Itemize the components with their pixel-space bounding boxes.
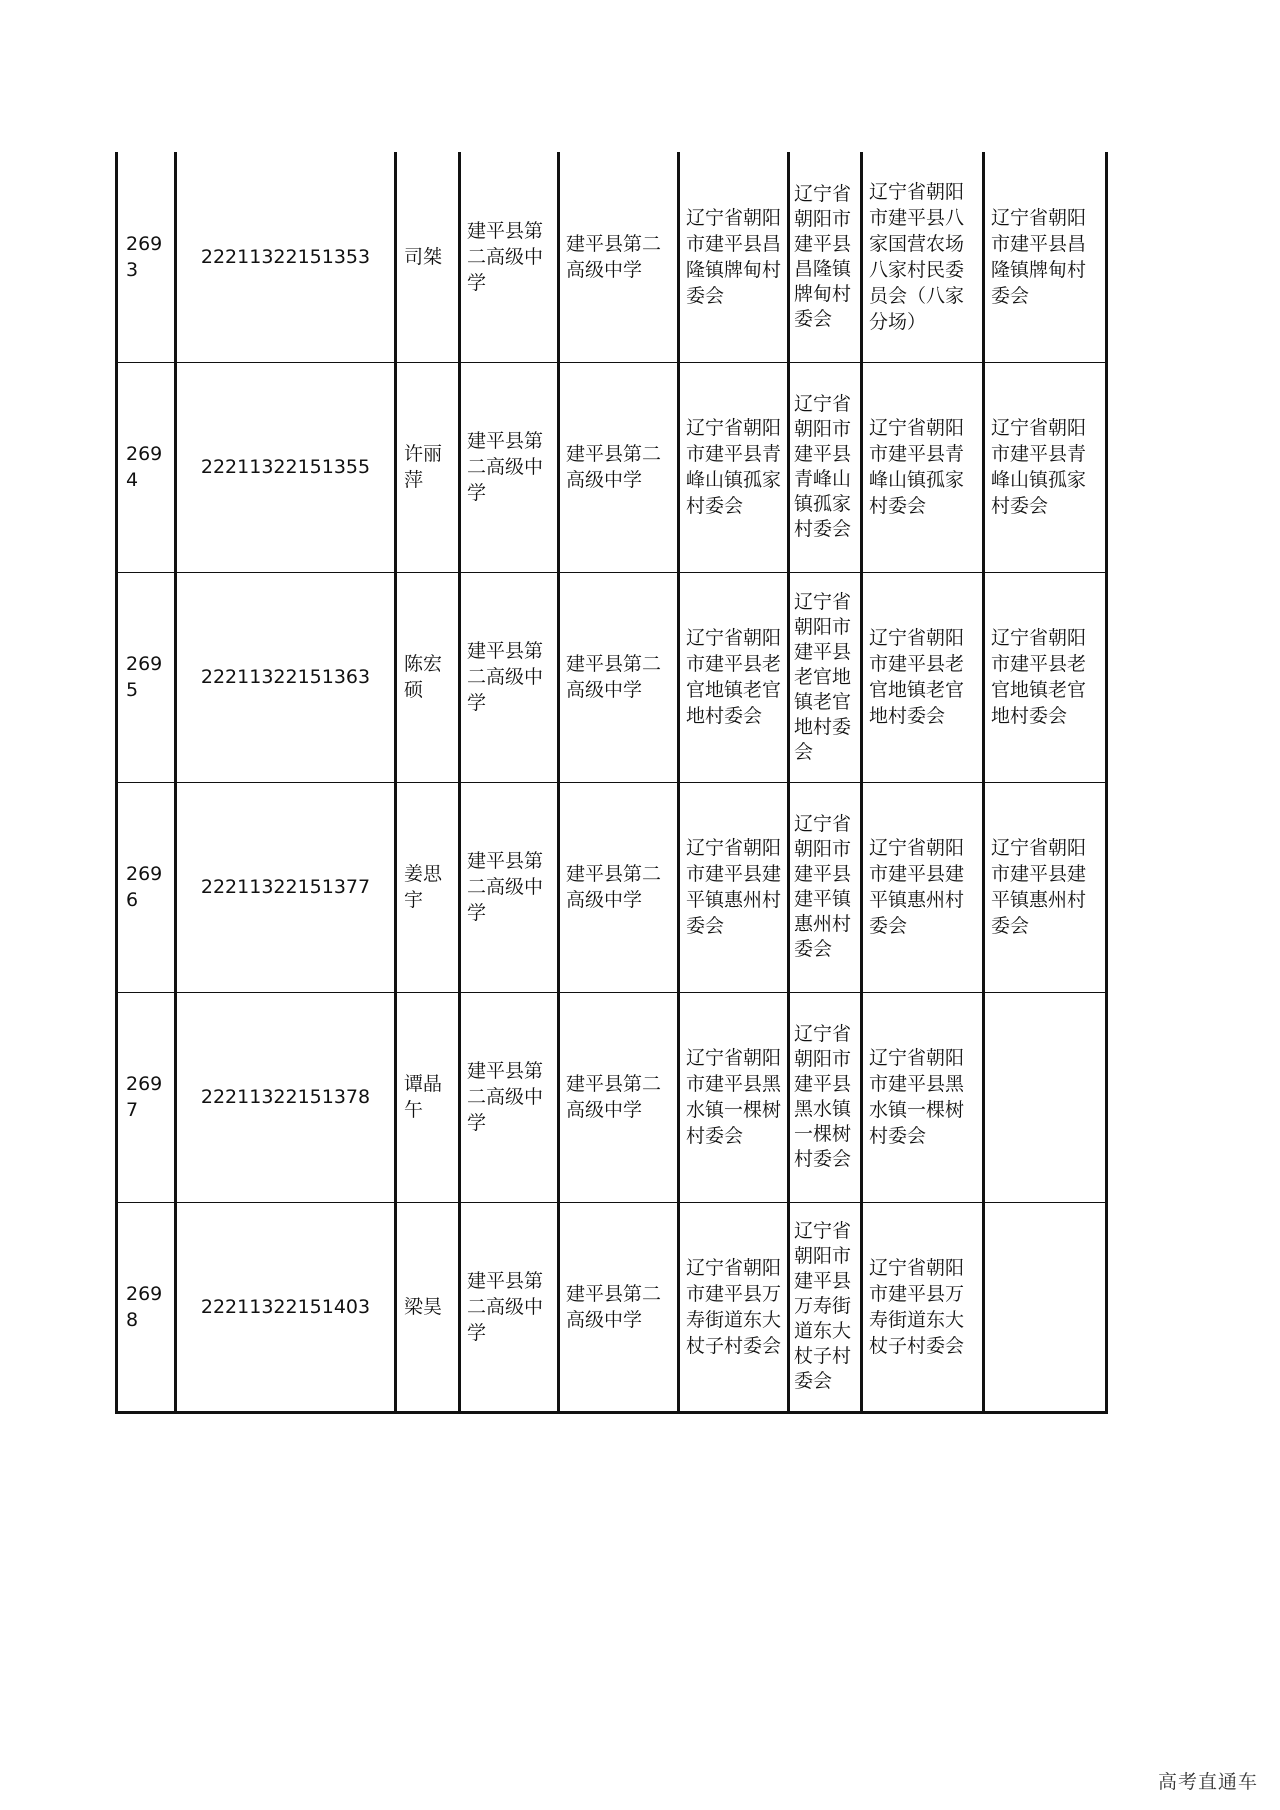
id-cell: 22211322151363: [176, 572, 396, 782]
school-cell: 建平县第二高级中学: [559, 572, 679, 782]
address-cell-4: 辽宁省朝阳市建平县青峰山镇孤家村委会: [984, 362, 1107, 572]
table-row: [117, 152, 1107, 362]
table-row: [117, 992, 1107, 1202]
address-cell-1: 辽宁省朝阳市建平县建平镇惠州村委会: [679, 782, 789, 992]
id-cell: 22211322151377: [176, 782, 396, 992]
school-cell: 建平县第二高级中学: [559, 782, 679, 992]
grad-school-cell: 建平县第二高级中学: [460, 1202, 559, 1412]
school-cell: 建平县第二高级中学: [559, 152, 679, 362]
seq-cell: 2697: [117, 992, 176, 1202]
seq-cell: 2698: [117, 1202, 176, 1412]
name-cell: 谭晶午: [396, 992, 460, 1202]
table-row: [117, 782, 1107, 992]
seq-cell: 2694: [117, 362, 176, 572]
school-cell: 建平县第二高级中学: [559, 992, 679, 1202]
roster-body: [117, 152, 1107, 1412]
table-row: [117, 362, 1107, 572]
name-cell: 陈宏硕: [396, 572, 460, 782]
address-cell-4: [984, 992, 1107, 1202]
table-row: [117, 1202, 1107, 1412]
name-cell: 司桀: [396, 152, 460, 362]
address-cell-4: 辽宁省朝阳市建平县老官地镇老官地村委会: [984, 572, 1107, 782]
address-cell-2: 辽宁省朝阳市建平县万寿街道东大杖子村委会: [789, 1202, 862, 1412]
address-cell-1: 辽宁省朝阳市建平县老官地镇老官地村委会: [679, 572, 789, 782]
school-cell: 建平县第二高级中学: [559, 1202, 679, 1412]
address-cell-3: 辽宁省朝阳市建平县八家国营农场八家村民委员会（八家分场）: [862, 152, 984, 362]
seq-cell: 2696: [117, 782, 176, 992]
id-cell: 22211322151355: [176, 362, 396, 572]
seq-cell: 2693: [117, 152, 176, 362]
roster-table-container: [115, 152, 1105, 1414]
address-cell-3: 辽宁省朝阳市建平县建平镇惠州村委会: [862, 782, 984, 992]
address-cell-4: [984, 1202, 1107, 1412]
address-cell-2: 辽宁省朝阳市建平县老官地镇老官地村委会: [789, 572, 862, 782]
address-cell-2: 辽宁省朝阳市建平县昌隆镇牌甸村委会: [789, 152, 862, 362]
id-cell: 22211322151403: [176, 1202, 396, 1412]
footer-brand-watermark: 高考直通车: [1157, 1771, 1258, 1793]
grad-school-cell: 建平县第二高级中学: [460, 362, 559, 572]
grad-school-cell: 建平县第二高级中学: [460, 152, 559, 362]
address-cell-3: 辽宁省朝阳市建平县青峰山镇孤家村委会: [862, 362, 984, 572]
name-cell: 姜思宇: [396, 782, 460, 992]
address-cell-1: 辽宁省朝阳市建平县黑水镇一棵树村委会: [679, 992, 789, 1202]
table-row: [117, 572, 1107, 782]
id-cell: 22211322151378: [176, 992, 396, 1202]
id-cell: 22211322151353: [176, 152, 396, 362]
address-cell-2: 辽宁省朝阳市建平县黑水镇一棵树村委会: [789, 992, 862, 1202]
address-cell-2: 辽宁省朝阳市建平县青峰山镇孤家村委会: [789, 362, 862, 572]
roster-table: [115, 152, 1108, 1414]
address-cell-4: 辽宁省朝阳市建平县建平镇惠州村委会: [984, 782, 1107, 992]
name-cell: 梁昊: [396, 1202, 460, 1412]
school-cell: 建平县第二高级中学: [559, 362, 679, 572]
address-cell-3: 辽宁省朝阳市建平县万寿街道东大杖子村委会: [862, 1202, 984, 1412]
grad-school-cell: 建平县第二高级中学: [460, 782, 559, 992]
grad-school-cell: 建平县第二高级中学: [460, 572, 559, 782]
name-cell: 许丽萍: [396, 362, 460, 572]
address-cell-1: 辽宁省朝阳市建平县万寿街道东大杖子村委会: [679, 1202, 789, 1412]
address-cell-3: 辽宁省朝阳市建平县黑水镇一棵树村委会: [862, 992, 984, 1202]
seq-cell: 2695: [117, 572, 176, 782]
grad-school-cell: 建平县第二高级中学: [460, 992, 559, 1202]
address-cell-2: 辽宁省朝阳市建平县建平镇惠州村委会: [789, 782, 862, 992]
address-cell-3: 辽宁省朝阳市建平县老官地镇老官地村委会: [862, 572, 984, 782]
address-cell-1: 辽宁省朝阳市建平县青峰山镇孤家村委会: [679, 362, 789, 572]
address-cell-4: 辽宁省朝阳市建平县昌隆镇牌甸村委会: [984, 152, 1107, 362]
address-cell-1: 辽宁省朝阳市建平县昌隆镇牌甸村委会: [679, 152, 789, 362]
